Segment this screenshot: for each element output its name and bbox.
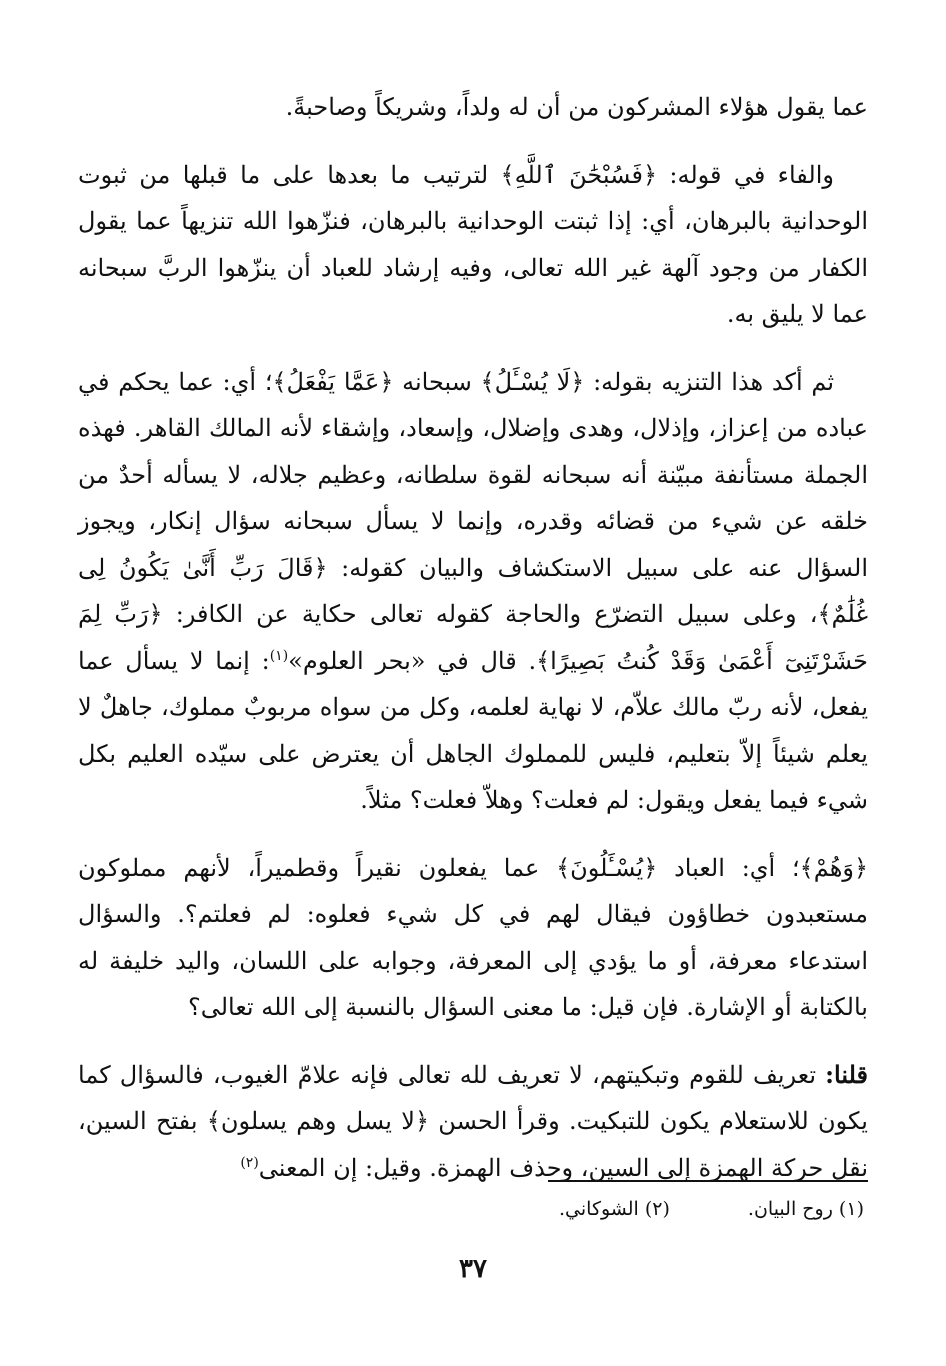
paragraph-4 (78, 845, 868, 1031)
main-text (78, 84, 868, 1191)
footnote-2: (٢) الشوكاني. (558, 1198, 670, 1220)
footnote-1: (١) روح البيان. (747, 1198, 864, 1220)
footnote-ref-2: (٢) (240, 1154, 259, 1171)
paragraph-5-bold-lead: قلنا: (825, 1059, 868, 1089)
paragraph-2 (78, 152, 868, 338)
paragraph-3-text: ثم أكد هذا التنزيه بقوله: ﴿لَا يُسْـَٔلُ﴾ سبحانه ﴿عَمَّا يَفْعَلُ﴾؛ أي: عما يحكم في عباده من إعزاز، وإذلال، وهدى وإضلال، وإسعاد، وإشقاء لأنه المالك القاهر. فهذه الجملة مستأنفة مبيّنة أنه سبحانه لقوة سلطانه، وعظيم جلاله، لا يسأله أحدٌ من خلقه عن شيء من قضائه وقدره، وإنما لا يسأل سبحانه سؤال إنكار، ويجوز السؤال عنه على سبيل الاستكشاف والبيان كقوله: ﴿قَالَ رَبِّ أَنَّىٰ يَكُونُ لِى غُلَٰمٌ﴾، وعلى سبيل التضرّع والحاجة كقوله تعالى حكاية عن الكافر: ﴿رَبِّ لِمَ حَشَرْتَنِىٓ أَعْمَىٰ وَقَدْ كُنتُ بَصِيرًا﴾. قال في «بحر العلوم» (78, 367, 869, 675)
paragraph-3 (78, 359, 868, 824)
footnote-divider (548, 1180, 868, 1182)
paragraph-1-text: عما يقول هؤلاء المشركون من أن له ولداً، وشريكاً وصاحبةً. (285, 93, 868, 121)
page-number: ٣٧ (459, 1254, 487, 1284)
paragraph-1 (78, 84, 868, 131)
footnotes (559, 1195, 864, 1223)
paragraph-4-text: ﴿وَهُمْ﴾؛ أي: العباد ﴿يُسْـَٔلُونَ﴾ عما يفعلون نقيراً وقطميراً، لأنهم مملوكون مستعبدون خطاؤون فيقال لهم في كل شيء فعلوه: لم فعلتم؟. والسؤال استدعاء معرفة، أو ما يؤدي إلى المعرفة، وجوابه على اللسان، واليد خليفة له بالكتابة أو الإشارة. فإن قيل: ما معنى السؤال بالنسبة إلى الله تعالى؟ (78, 853, 868, 1021)
paragraph-2-text: والفاء في قوله: ﴿فَسُبْحَٰنَ ٱللَّهِ﴾ لترتيب ما بعدها على ما قبلها من ثبوت الوحدانية بالبرهان، أي: إذا ثبتت الوحدانية بالبرهان، فنزّهوا الله تنزيهاً عما يقول الكفار من وجود آلهة غير الله تعالى، وفيه إرشاد للعباد أن ينزّهوا الربَّ سبحانه عما لا يليق به. (78, 160, 868, 328)
paragraph-5-text: تعريف للقوم وتبكيتهم، لا تعريف لله تعالى فإنه علامّ الغيوب، فالسؤال كما يكون للاستعلام يكون للتبكيت. وقرأ الحسن ﴿لا يسل وهم يسلون﴾ بفتح السين، نقل حركة الهمزة إلى السين، وحذف الهمزة. وقيل: إن المعنى (78, 1060, 868, 1182)
paragraph-5 (78, 1052, 868, 1192)
footnote-ref-1: (١) (269, 647, 289, 664)
paragraph-3-text-after: : إنما لا يسأل عما يفعل، لأنه ربّ مالك علاّم، لا نهاية لعلمه، وكل من سواه مربوبٌ مملوك، جاهلٌ لا يعلم شيئاً إلاّ بتعليم، فليس للمملوك الجاهل أن يعترض على سيّده العليم بكل شيء فيما يفعل ويقول: لم فعلت؟ وهلاّ فعلت؟ مثلاً. (78, 646, 868, 814)
